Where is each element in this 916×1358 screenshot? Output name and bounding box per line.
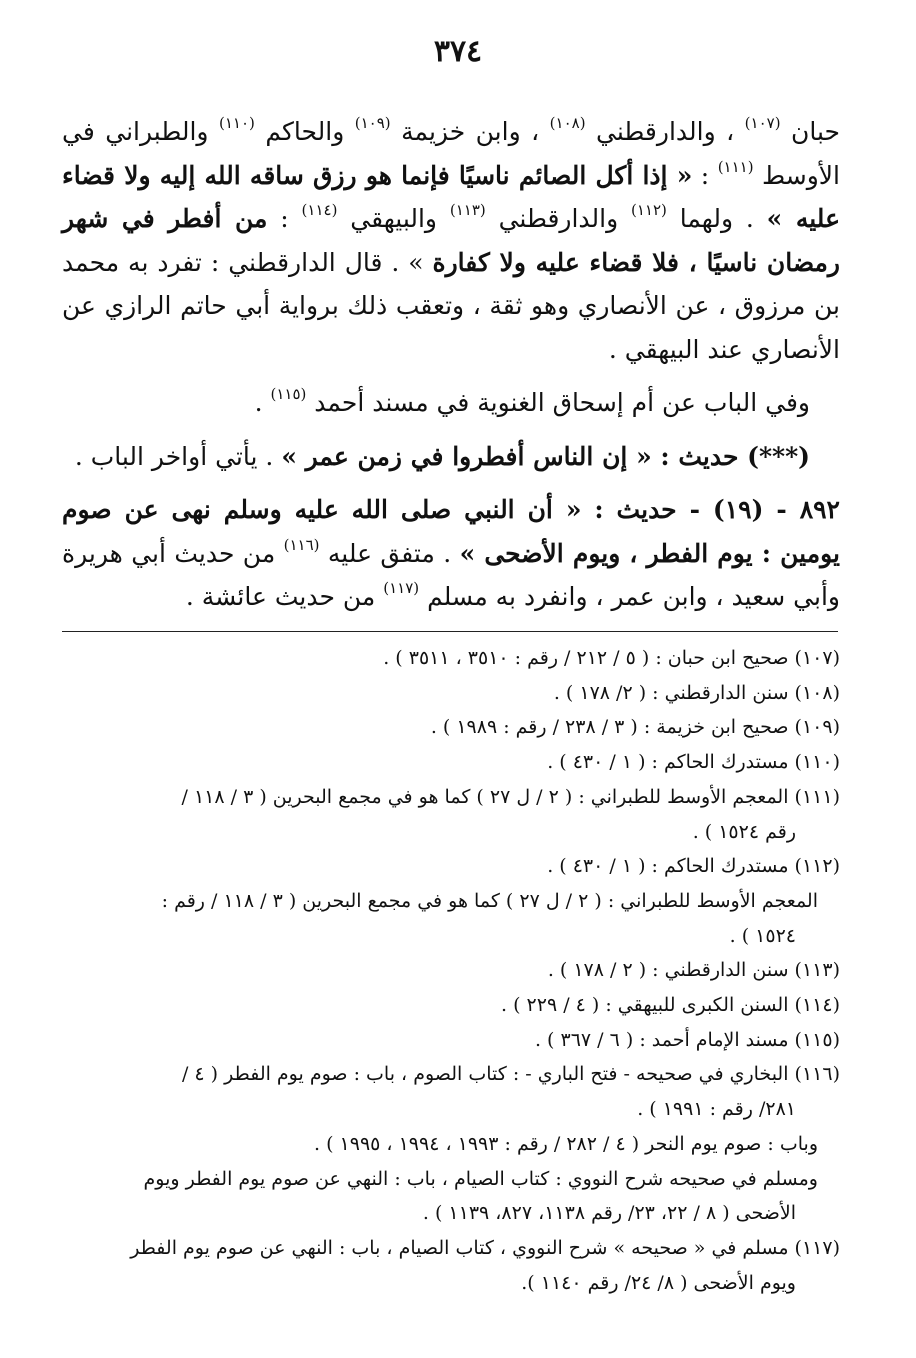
footnote-116: (١١٦) البخاري في صحيحه - فتح الباري - : كتاب الصوم ، باب : صوم يوم الفطر ( ٤ / (181, 1063, 840, 1086)
footnote-117-continued: ويوم الأضحى ( ٨/ ٢٤/ رقم ١١٤٠ ). (521, 1271, 796, 1294)
footnote-116-continued: ٢٨١/ رقم : ١٩٩١ ) . (637, 1098, 796, 1121)
footnote-109: (١٠٩) صحيح ابن خزيمة : ( ٣ / ٢٣٨ / رقم : ١٩٨٩ ) . (430, 716, 840, 739)
paragraph-chapter-note (62, 381, 840, 425)
hadith-heading: (***) حديث : « إن الناس أفطروا في زمن عمر » (281, 441, 810, 471)
footnote-ref-114[interactable]: (١١٤) (301, 201, 338, 219)
footnote-116-third-continued: الأضحى ( ٨ / ٢٢، ٢٣/ رقم ١١٣٨، ٨٢٧، ١١٣٩ ) . (422, 1202, 796, 1225)
text-run: . متفق عليه (319, 538, 460, 568)
text-run: والدارقطني (485, 204, 632, 233)
footnote-112-second-source: المعجم الأوسط للطبراني : ( ٢ / ل ٢٧ ) كما هو في مجمع البحرين ( ٣ / ١١٨ / رقم : (161, 889, 818, 912)
text-run: » . قال الدارقطني : تفرد به محمد بن مرزوق ، عن الأنصاري وهو ثقة ، وتعقب ذلك برواية أبي حاتم الرازي عن الأنصاري عند البيهقي . (62, 247, 840, 364)
footnote-116-third-source: ومسلم في صحيحه شرح النووي : كتاب الصيام ، باب : النهي عن صوم يوم الفطر ويوم (143, 1167, 818, 1190)
footnote-113: (١١٣) سنن الدارقطني : ( ٢ / ١٧٨ ) . (547, 959, 840, 982)
text-run: والبيهقي (337, 204, 450, 233)
hadith-text: من أفطر في شهر رمضان ناسيًا ، فلا قضاء عليه ولا كفارة (62, 204, 840, 277)
text-run: ، وابن خزيمة (390, 117, 550, 146)
footnote-111: (١١١) المعجم الأوسط للطبراني : ( ٢ / ل ٢٧ ) كما هو في مجمع البحرين ( ٣ / ١١٨ / (181, 785, 840, 808)
footnote-117: (١١٧) مسلم في « صحيحه » شرح النووي ، كتاب الصيام ، باب : النهي عن صوم يوم الفطر (130, 1236, 840, 1259)
text-run: : (692, 160, 718, 190)
footnote-112-continued: ١٥٢٤ ) . (729, 924, 796, 947)
footnote-110: (١١٠) مستدرك الحاكم : ( ١ / ٤٣٠ ) . (547, 751, 840, 774)
main-text (62, 110, 840, 619)
footnote-107: (١٠٧) صحيح ابن حبان : ( ٥ / ٢١٢ / رقم : ٣٥١٠ ، ٣٥١١ ) . (383, 647, 840, 669)
text-run: والطبراني في الأوسط (62, 117, 840, 190)
text-run: وفي الباب عن أم إسحاق الغنوية في مسند أحمد (306, 388, 810, 417)
paragraph-hadith-narrators (62, 110, 840, 371)
footnote-108: (١٠٨) سنن الدارقطني : ( ٢/ ١٧٨ ) . (553, 681, 840, 704)
text-run: . يأتي أواخر الباب . (74, 441, 282, 471)
footnote-114: (١١٤) السنن الكبرى للبيهقي : ( ٤ / ٢٢٩ ) . (501, 994, 840, 1017)
text-run: ، والدارقطني (585, 117, 745, 146)
hadith-heading: ٨٩٢ - (١٩) - حديث : « أن النبي صلى الله عليه وسلم نهى عن صوم يومين : يوم الفطر ، ويوم الأضحى » (62, 495, 840, 568)
text-run: : (267, 204, 302, 233)
footnote-ref-107[interactable]: (١٠٧) (744, 114, 781, 132)
text-run: والحاكم (254, 117, 355, 146)
footnote-112: (١١٢) مستدرك الحاكم : ( ١ / ٤٣٠ ) . (547, 855, 840, 878)
footnote-111-continued: رقم ١٥٢٤ ) . (692, 820, 796, 843)
paragraph-hadith-892 (62, 488, 840, 619)
text-run: من حديث أبي هريرة وأبي سعيد ، وابن عمر ، وانفرد به مسلم (62, 538, 840, 611)
footnotes (62, 641, 840, 1300)
paragraph-hadith-umar (62, 435, 840, 479)
footnote-ref-115[interactable]: (١١٥) (270, 385, 307, 403)
text-run: . (254, 388, 271, 417)
footnote-ref-112[interactable]: (١١٢) (631, 201, 667, 219)
footnote-ref-111[interactable]: (١١١) (717, 157, 754, 176)
text-run: حبان (780, 117, 841, 146)
footnote-116-second-source: وباب : صوم يوم النحر ( ٤ / ٢٨٢ / رقم : ١٩٩٣ ، ١٩٩٤ ، ١٩٩٥ ) . (314, 1132, 818, 1155)
footnote-ref-116[interactable]: (١١٦) (283, 535, 320, 554)
footnote-ref-113[interactable]: (١١٣) (449, 201, 486, 219)
text-run: . ولهما (666, 204, 767, 233)
hadith-text: « إذا أكل الصائم ناسيًا فإنما هو رزق ساقه الله إليه ولا قضاء عليه » (62, 160, 840, 233)
footnote-ref-109[interactable]: (١٠٩) (354, 114, 391, 132)
footnote-ref-110[interactable]: (١١٠) (218, 114, 255, 132)
page-number: ٣٧٤ (433, 34, 483, 69)
footnote-115: (١١٥) مسند الإمام أحمد : ( ٦ / ٣٦٧ ) . (534, 1028, 840, 1051)
text-run: من حديث عائشة . (185, 582, 384, 611)
footnote-separator (62, 631, 838, 632)
footnote-ref-108[interactable]: (١٠٨) (549, 114, 586, 132)
footnote-ref-117[interactable]: (١١٧) (383, 579, 420, 597)
